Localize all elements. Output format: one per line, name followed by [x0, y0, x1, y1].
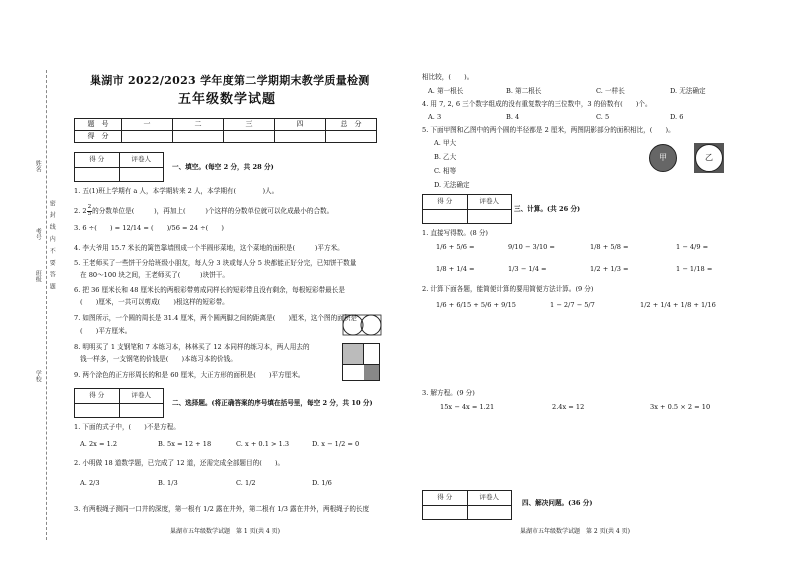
score-table-head: 二	[173, 119, 224, 131]
r-q5: 5. 下面甲图和乙图中的两个圆的半径都是 2 厘米，两图阴影部分的面积相比，( )。	[422, 126, 675, 134]
r-q4-opt-b[interactable]: B. 4	[506, 113, 520, 121]
reviewer-cell[interactable]	[120, 168, 164, 182]
seal-note: 密 封 线 内 不 要 答 题	[48, 200, 56, 292]
s3-p1: 1. 直接写得数。(8 分)	[422, 229, 488, 237]
shaded-squares-figure	[342, 343, 380, 381]
scorer-box-3	[422, 194, 512, 224]
calc-item: 1/3 − 1/4 =	[508, 265, 547, 273]
scorer-reviewer-label: 评卷人	[479, 196, 499, 205]
s1-q8b: 钱一样多，一支钢笔的价钱是( )本练习本的价钱。	[80, 355, 237, 363]
s2-q1-opt-b[interactable]: B. 5x = 12 + 18	[158, 440, 212, 448]
simplify-item: 1 − 2/7 − 5/7	[550, 301, 595, 309]
figure-yi	[694, 143, 724, 173]
calc-item: 1/6 + 5/6 =	[436, 243, 475, 251]
calc-item: 1/8 + 5/8 =	[590, 243, 629, 251]
s1-q4: 4. 李大爷用 15.7 米长的篱笆靠墙围成一个半圆形菜地，这个菜地的面积是( )平方米。	[74, 244, 344, 252]
footer-page-2: 巢湖市五年级数学试题 第 2 页(共 4 页)	[520, 528, 630, 535]
number-label: 考号	[34, 228, 42, 240]
calc-item: 1 − 1/18 =	[676, 265, 713, 273]
r-q4-opt-d[interactable]: D. 6	[670, 113, 684, 121]
simplify-item: 1/2 + 1/4 + 1/8 + 1/16	[640, 301, 716, 309]
score-cell[interactable]	[75, 168, 120, 182]
s2-q2-opt-a[interactable]: A. 2/3	[80, 479, 100, 487]
reviewer-cell[interactable]	[468, 210, 512, 224]
r-q3-opt-c[interactable]: C. 一样长	[596, 87, 625, 95]
score-table	[74, 118, 377, 143]
school-label: 学校	[34, 370, 42, 382]
two-circles-figure	[342, 314, 382, 336]
s3-p2: 2. 计算下面各题，能简便计算的要用简便方法计算。(9 分)	[422, 285, 594, 293]
calc-item: 9/10 − 3/10 =	[508, 243, 555, 251]
r-q4-opt-a[interactable]: A. 3	[428, 113, 442, 121]
scorer-reviewer-label: 评卷人	[131, 154, 151, 163]
score-cell[interactable]	[75, 404, 120, 418]
s2-q1-opt-c[interactable]: C. x + 0.1 > 1.3	[236, 440, 290, 448]
r-q5-opt-a[interactable]: A. 甲大	[434, 139, 457, 147]
s2-q2-opt-d[interactable]: D. 1/6	[312, 479, 332, 487]
s1-q7b: ( )平方厘米。	[80, 327, 132, 335]
s1-q9: 9. 两个涂色的正方形周长的和是 60 厘米，大正方形的面积是( )平方厘米。	[74, 371, 305, 379]
score-cell[interactable]	[122, 131, 173, 143]
s1-q1: 1. 五(1)班上学期有 a 人，本学期转来 2 人，本学期有( )人。	[74, 187, 279, 195]
score-cell[interactable]	[423, 210, 468, 224]
reviewer-cell[interactable]	[120, 404, 164, 418]
s1-q2: 2. 2 $\frac{2}{5}$ 的分数单位是( )，再加上( )个这样的分数单位就可以化成最小的合数。	[74, 204, 334, 217]
reviewer-cell[interactable]	[468, 506, 512, 520]
score-cell[interactable]	[423, 506, 468, 520]
scorer-score-label: 得 分	[423, 195, 468, 209]
s3-p3: 3. 解方程。(9 分)	[422, 389, 475, 397]
s2-q3: 3. 有两根绳子测同一口井的深度，第一根有 1/2 露在井外，第二根有 1/3 露在井外，两根绳子的长度	[74, 505, 370, 513]
class-label: 班级	[34, 270, 42, 282]
r-q4: 4. 用 7, 2, 6 三个数字组成的没有重复数字的三位数中，3 的倍数有( )个。	[422, 100, 652, 108]
s1-q6b: ( )厘米，一共可以剪成( )根这样的短彩带。	[80, 298, 229, 306]
s1-q7a: 7. 如图所示，一个圆的周长是 31.4 厘米，两个圆两脚之间的距离是( )厘米，这个图的面积是	[74, 314, 357, 322]
binding-line	[46, 70, 47, 540]
s2-q2: 2. 小明做 18 道数学题，已完成了 12 道，还需完成全部题目的( )。	[74, 459, 285, 467]
score-table-head: 四	[275, 119, 326, 131]
scorer-reviewer-label: 评卷人	[479, 492, 499, 501]
score-table-head: 一	[122, 119, 173, 131]
calc-item: 1 − 4/9 =	[676, 243, 709, 251]
score-table-head: 三	[224, 119, 275, 131]
r-q3-cont: 相比较，( )。	[422, 73, 474, 81]
r-q3-opt-d[interactable]: D. 无法确定	[670, 87, 706, 95]
simplify-item: 1/6 + 6/15 + 5/6 + 9/15	[436, 301, 516, 309]
s1-q6a: 6. 把 36 厘米长和 48 厘米长的两根彩带剪成同样长的短彩带且没有剩余，每根短彩带最长是	[74, 286, 345, 294]
r-q5-opt-c[interactable]: C. 相等	[434, 167, 457, 175]
s2-q2-opt-c[interactable]: C. 1/2	[236, 479, 256, 487]
s1-q8a: 8. 明明买了 1 支钢笔和 7 本练习本，林林买了 12 本同样的练习本，两人用去的	[74, 343, 310, 351]
section3-heading: 三、计算。(共 26 分)	[514, 205, 581, 213]
score-cell[interactable]	[275, 131, 326, 143]
r-q5-opt-b[interactable]: B. 乙大	[434, 153, 457, 161]
section1-heading: 一、填空。(每空 2 分，共 28 分)	[172, 163, 274, 171]
s1-q3: 3. 6 ÷( ) = 12/14 = ( )/56 = 24 ÷( )	[74, 224, 224, 232]
scorer-score-label: 得 分	[423, 491, 468, 505]
scorer-box-1	[74, 152, 164, 182]
equation-item: 2.4x = 12	[552, 403, 585, 411]
scorer-score-label: 得 分	[75, 389, 120, 403]
r-q4-opt-c[interactable]: C. 5	[596, 113, 610, 121]
s1-q5b: 在 80～100 块之间，王老师买了( )块饼干。	[80, 271, 229, 279]
r-q5-opt-d[interactable]: D. 无法确定	[434, 181, 470, 189]
scorer-reviewer-label: 评卷人	[131, 390, 151, 399]
s2-q1-opt-d[interactable]: D. x − 1/2 = 0	[312, 440, 360, 448]
score-cell[interactable]	[326, 131, 377, 143]
name-label: 姓名	[34, 160, 42, 172]
score-table-label: 得 分	[75, 131, 122, 143]
score-cell[interactable]	[224, 131, 275, 143]
score-cell[interactable]	[173, 131, 224, 143]
score-table-head: 总 分	[326, 119, 377, 131]
section2-heading: 二、选择题。(将正确答案的序号填在括号里，每空 2 分，共 10 分)	[172, 399, 373, 407]
s2-q2-opt-b[interactable]: B. 1/3	[158, 479, 178, 487]
s1-q5a: 5. 王老师买了一些饼干分给班级小朋友，每人分 3 块或每人分 5 块都能正好分完，已知饼干数量	[74, 259, 357, 267]
calc-item: 1/2 + 1/3 =	[590, 265, 629, 273]
exam-subtitle: 五年级数学试题	[178, 92, 277, 107]
r-q3-opt-a[interactable]: A. 第一根长	[428, 87, 464, 95]
exam-title: 巢湖市 2022/2023 学年度第二学期期末教学质量检测	[90, 74, 370, 87]
scorer-box-4	[422, 490, 512, 520]
scorer-box-2	[74, 388, 164, 418]
calc-item: 1/8 + 1/4 =	[436, 265, 475, 273]
figure-yi-label: 乙	[705, 153, 713, 163]
equation-item: 3x + 0.5 × 2 = 10	[650, 403, 711, 411]
s2-q1: 1. 下面的式子中，( )不是方程。	[74, 423, 180, 431]
s2-q1-opt-a[interactable]: A. 2x = 1.2	[80, 440, 118, 448]
score-table-head: 题 号	[75, 119, 122, 131]
figure-jia-label: 甲	[659, 153, 667, 163]
r-q3-opt-b[interactable]: B. 第二根长	[506, 87, 542, 95]
equation-item: 15x − 4x = 1.21	[440, 403, 495, 411]
footer-page-1: 巢湖市五年级数学试题 第 1 页(共 4 页)	[170, 528, 280, 535]
figure-jia	[648, 143, 678, 173]
scorer-score-label: 得 分	[75, 153, 120, 167]
section4-heading: 四、解决问题。(36 分)	[522, 499, 593, 507]
